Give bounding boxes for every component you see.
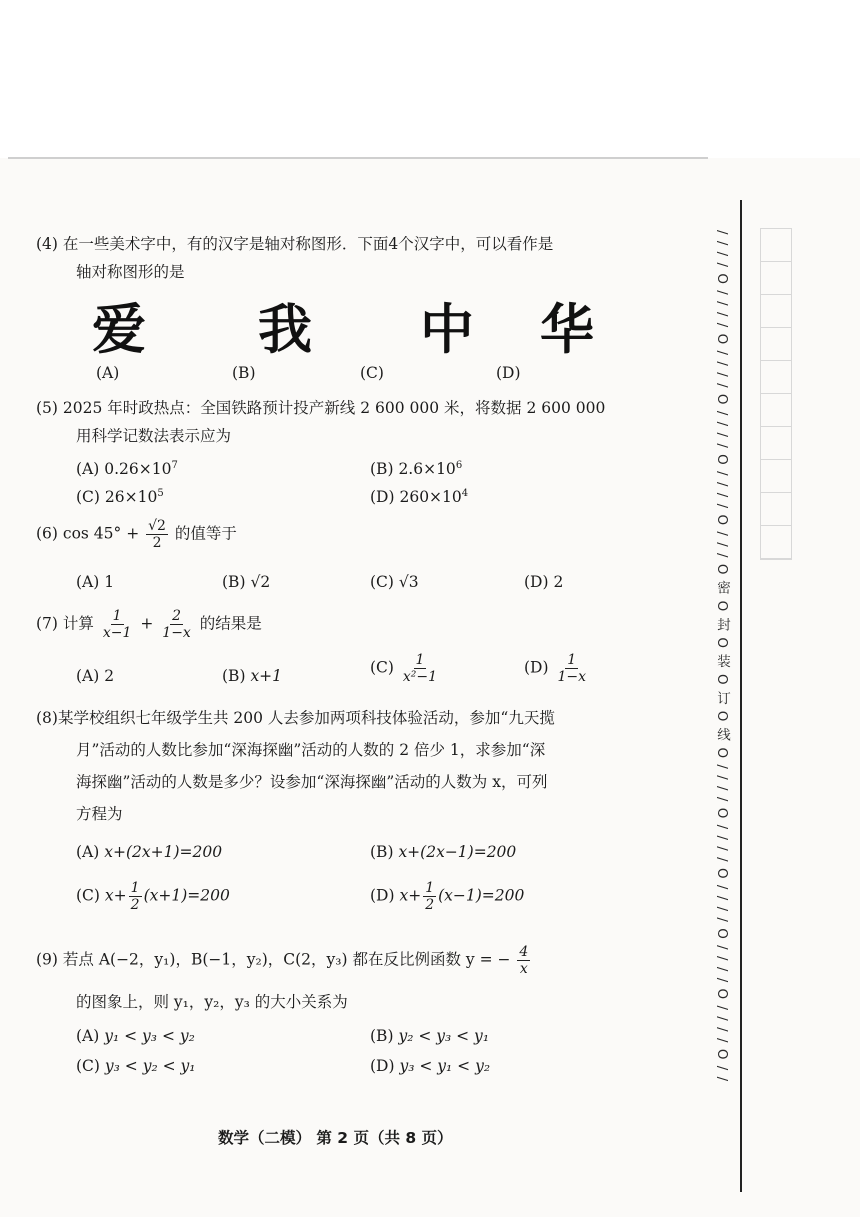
- option-a: (A) 2: [76, 667, 115, 685]
- option-c: (C) $\frac{1}{\text{x²−1}}$: [370, 652, 438, 685]
- question-8: (8)某学校组织七年级学生共 200 人去参加两项科技体验活动，参加“九天揽: [36, 709, 555, 727]
- option-d: (D) $\frac{1}{1-x}$: [524, 652, 587, 685]
- option-b: (B) $2.6\times 10^6$: [370, 460, 463, 479]
- option-c: (C) x+ $\frac{1}{2}$ (x+1)=200: [76, 880, 230, 913]
- page-footer: 数学（二模） 第 2 页（共 8 页）: [218, 1129, 453, 1147]
- question-4: [36, 230, 676, 258]
- hanzi-zhong: 中: [420, 298, 474, 361]
- question-8-line2: 月”活动的人数比参加“深海探幽”活动的人数的 2 倍少 1，求参加“深: [76, 741, 546, 759]
- question-text-line1: 2025 年时政热点：全国铁路预计投产新线 2 600 000 米，将数据 2 600 000: [62, 399, 606, 417]
- option-a: (A) y₁ < y₃ < y₂: [76, 1027, 195, 1045]
- option-a: (A) x+(2x+1)=200: [76, 843, 223, 861]
- binding-line-text: / / / / O / / / / O / / / / O / / / / O / / / / O / / / O 密 O 封 O 装 O 订 O 线 O / / / / O / / / / O / / / / O / / / / O / / / / O / /: [714, 230, 730, 1083]
- option-b: (B) √2: [222, 573, 271, 591]
- option-d: (D) 2: [524, 573, 564, 591]
- option-a-label: (A): [96, 364, 120, 382]
- blank-top-area: [0, 0, 860, 158]
- option-b: (B) x+1: [222, 667, 283, 685]
- option-a: (A) 1: [76, 573, 115, 591]
- ghost-examinee-number-grid: [760, 228, 792, 560]
- hanzi-options: [84, 298, 604, 362]
- option-c: (C) $26\times 10^5$: [76, 488, 164, 507]
- question-7: (7) 计算 $\frac{1}{x-1}$ + $\frac{2}{1-x}$ 的结果是: [36, 608, 262, 641]
- question-8-line4: 方程为: [76, 805, 123, 823]
- hanzi-wo: 我: [258, 298, 312, 361]
- option-c: (C) √3: [370, 573, 419, 591]
- hanzi-ai: 爱: [92, 298, 146, 361]
- question-5: [36, 394, 696, 422]
- question-number: (4): [36, 235, 58, 253]
- option-b-label: (B): [232, 364, 256, 382]
- binding-margin-line: [740, 200, 742, 1192]
- hanzi-hua: 华: [540, 298, 594, 361]
- question-9: (9) 若点 A(−2，y₁)，B(−1，y₂)，C(2，y₃) 都在反比例函数 y = − $\frac{4}{x}$: [36, 944, 529, 977]
- option-d-label: (D): [496, 364, 521, 382]
- question-number: (5): [36, 399, 58, 417]
- option-c-label: (C): [360, 364, 384, 382]
- option-a: (A) $0.26\times 10^7$: [76, 460, 178, 479]
- question-6: (6) cos 45° + $\frac{√2}{2}$ 的值等于: [36, 518, 237, 551]
- page-edge-rule: [8, 157, 708, 159]
- question-4-line2: 轴对称图形的是: [76, 263, 185, 281]
- question-8-line3: 海探幽”活动的人数是多少？设参加“深海探幽”活动的人数为 x，可列: [76, 773, 548, 791]
- option-b: (B) y₂ < y₃ < y₁: [370, 1027, 490, 1045]
- question-text-line1: 在一些美术字中，有的汉字是轴对称图形．下面4个汉字中，可以看作是: [62, 235, 554, 253]
- question-9-line2: 的图象上，则 y₁，y₂，y₃ 的大小关系为: [76, 993, 348, 1011]
- option-c: (C) y₃ < y₂ < y₁: [76, 1057, 196, 1075]
- option-b: (B) x+(2x−1)=200: [370, 843, 517, 861]
- fraction-sqrt2-over-2: $\frac{√2}{2}$: [148, 518, 166, 551]
- question-5-line2: 用科学记数法表示应为: [76, 427, 232, 445]
- option-d: (D) y₃ < y₁ < y₂: [370, 1057, 491, 1075]
- option-d: (D) x+ $\frac{1}{2}$ (x−1)=200: [370, 880, 525, 913]
- option-d: (D) $260\times 10^4$: [370, 488, 469, 507]
